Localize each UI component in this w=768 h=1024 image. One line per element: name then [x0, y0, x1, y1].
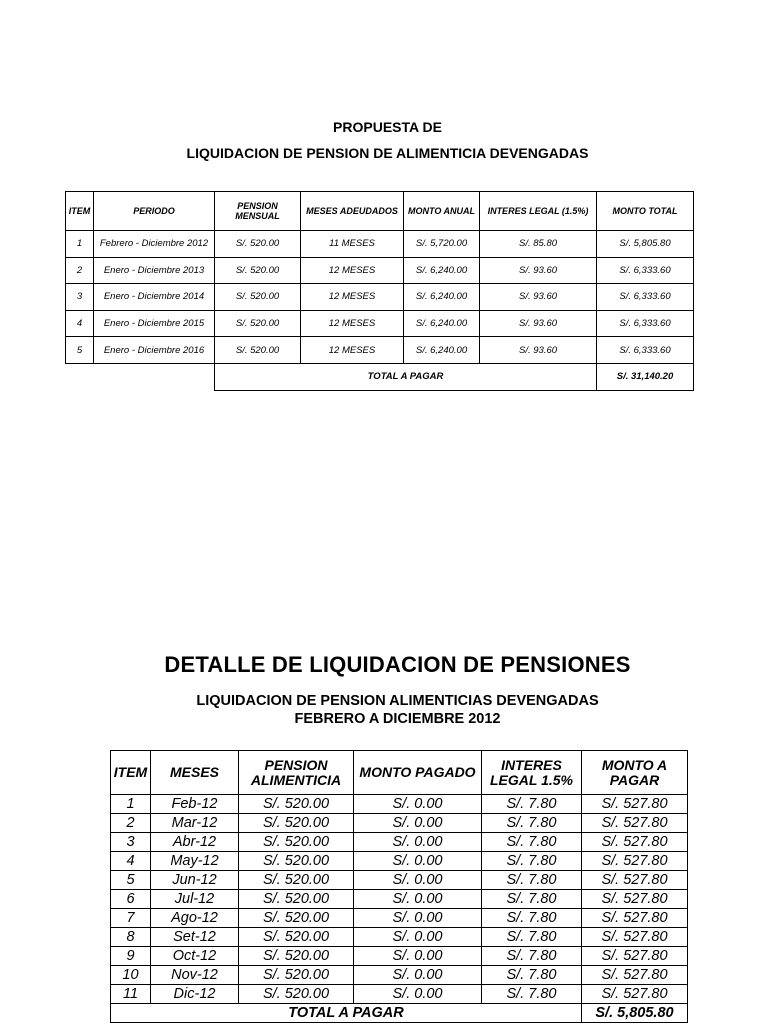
- proposal-header-cell: MONTO ANUAL: [404, 192, 480, 231]
- detail-header-cell: INTERES LEGAL 1.5%: [482, 751, 582, 795]
- detail-cell: 5: [111, 871, 151, 890]
- proposal-cell: S/. 520.00: [215, 310, 301, 337]
- detail-cell: S/. 527.80: [582, 795, 688, 814]
- detail-cell: S/. 520.00: [239, 852, 354, 871]
- proposal-row: [66, 284, 694, 311]
- detail-cell: S/. 520.00: [239, 966, 354, 985]
- proposal-title-line2: LIQUIDACION DE PENSION DE ALIMENTICIA DEVENGADAS: [186, 145, 589, 161]
- detail-cell: S/. 0.00: [354, 814, 482, 833]
- detail-cell: S/. 7.80: [482, 795, 582, 814]
- proposal-cell: 12 MESES: [301, 337, 404, 364]
- detail-cell: S/. 520.00: [239, 985, 354, 1004]
- detail-cell: May-12: [151, 852, 239, 871]
- detail-header-row: [111, 751, 688, 795]
- detail-cell: S/. 520.00: [239, 871, 354, 890]
- proposal-cell: 12 MESES: [301, 284, 404, 311]
- detail-cell: S/. 527.80: [582, 852, 688, 871]
- proposal-cell: S/. 5,720.00: [404, 231, 480, 258]
- detail-cell: Jul-12: [151, 890, 239, 909]
- detail-cell: S/. 0.00: [354, 871, 482, 890]
- detail-row: [111, 852, 688, 871]
- detail-cell: 2: [111, 814, 151, 833]
- detail-cell: Mar-12: [151, 814, 239, 833]
- detail-header-cell: MESES: [151, 751, 239, 795]
- proposal-cell: 1: [66, 231, 94, 258]
- proposal-cell: S/. 520.00: [215, 337, 301, 364]
- detail-cell: S/. 0.00: [354, 852, 482, 871]
- detail-header-cell: MONTO A PAGAR: [582, 751, 688, 795]
- detail-cell: S/. 7.80: [482, 814, 582, 833]
- detail-heading: DETALLE DE LIQUIDACION DE PENSIONES: [164, 652, 631, 677]
- detail-cell: S/. 0.00: [354, 795, 482, 814]
- proposal-header-cell: MESES ADEUDADOS: [301, 192, 404, 231]
- proposal-table: [65, 191, 694, 391]
- detail-cell: 10: [111, 966, 151, 985]
- detail-cell: S/. 7.80: [482, 852, 582, 871]
- detail-cell: 7: [111, 909, 151, 928]
- detail-cell: S/. 0.00: [354, 890, 482, 909]
- detail-cell: S/. 0.00: [354, 947, 482, 966]
- detail-cell: S/. 520.00: [239, 890, 354, 909]
- proposal-cell: S/. 6,333.60: [597, 284, 694, 311]
- proposal-cell: S/. 6,240.00: [404, 310, 480, 337]
- detail-cell: S/. 0.00: [354, 985, 482, 1004]
- detail-cell: Dic-12: [151, 985, 239, 1004]
- proposal-cell: S/. 6,333.60: [597, 257, 694, 284]
- proposal-row: [66, 257, 694, 284]
- detail-cell: Nov-12: [151, 966, 239, 985]
- detail-row: [111, 985, 688, 1004]
- detail-cell: S/. 7.80: [482, 928, 582, 947]
- proposal-total-amount: S/. 31,140.20: [597, 363, 694, 390]
- proposal-cell: S/. 93.60: [480, 257, 597, 284]
- detail-header-cell: MONTO PAGADO: [354, 751, 482, 795]
- proposal-cell: S/. 93.60: [480, 310, 597, 337]
- proposal-row: [66, 337, 694, 364]
- proposal-cell: S/. 6,333.60: [597, 337, 694, 364]
- detail-cell: S/. 527.80: [582, 985, 688, 1004]
- detail-cell: S/. 520.00: [239, 947, 354, 966]
- detail-cell: S/. 520.00: [239, 814, 354, 833]
- detail-cell: S/. 7.80: [482, 871, 582, 890]
- proposal-row: [66, 310, 694, 337]
- detail-cell: Jun-12: [151, 871, 239, 890]
- detail-row: [111, 871, 688, 890]
- proposal-cell: 12 MESES: [301, 257, 404, 284]
- detail-cell: 9: [111, 947, 151, 966]
- detail-cell: S/. 527.80: [582, 966, 688, 985]
- detail-row: [111, 890, 688, 909]
- proposal-total-label: TOTAL A PAGAR: [215, 363, 597, 390]
- proposal-header-cell: ITEM: [66, 192, 94, 231]
- detail-cell: S/. 527.80: [582, 947, 688, 966]
- detail-cell: 11: [111, 985, 151, 1004]
- detail-cell: S/. 7.80: [482, 909, 582, 928]
- proposal-cell: 12 MESES: [301, 310, 404, 337]
- detail-cell: S/. 520.00: [239, 928, 354, 947]
- detail-cell: S/. 527.80: [582, 814, 688, 833]
- detail-cell: S/. 527.80: [582, 928, 688, 947]
- detail-cell: S/. 527.80: [582, 890, 688, 909]
- detail-cell: S/. 527.80: [582, 871, 688, 890]
- detail-cell: S/. 520.00: [239, 833, 354, 852]
- detail-cell: 1: [111, 795, 151, 814]
- proposal-cell: S/. 520.00: [215, 257, 301, 284]
- detail-subtitle-line2: FEBRERO A DICIEMBRE 2012: [294, 711, 501, 727]
- proposal-title-line1: PROPUESTA DE: [333, 119, 442, 135]
- detail-cell: S/. 7.80: [482, 985, 582, 1004]
- detail-cell: S/. 0.00: [354, 909, 482, 928]
- detail-header-cell: ITEM: [111, 751, 151, 795]
- detail-total-amount: S/. 5,805.80: [582, 1004, 688, 1023]
- detail-subtitle-line1: LIQUIDACION DE PENSION ALIMENTICIAS DEVENGADAS: [196, 693, 599, 709]
- detail-cell: S/. 0.00: [354, 966, 482, 985]
- detail-table: [110, 750, 688, 1023]
- proposal-cell: S/. 93.60: [480, 337, 597, 364]
- detail-row: [111, 928, 688, 947]
- proposal-header-cell: INTERES LEGAL (1.5%): [480, 192, 597, 231]
- proposal-cell: 3: [66, 284, 94, 311]
- detail-cell: Oct-12: [151, 947, 239, 966]
- proposal-cell: Enero - Diciembre 2016: [94, 337, 215, 364]
- proposal-header-cell: PERIODO: [94, 192, 215, 231]
- detail-cell: S/. 7.80: [482, 966, 582, 985]
- detail-total-label: TOTAL A PAGAR: [111, 1004, 582, 1023]
- proposal-cell: 11 MESES: [301, 231, 404, 258]
- proposal-total-row: [66, 363, 694, 390]
- proposal-header-row: [66, 192, 694, 231]
- detail-row: [111, 795, 688, 814]
- detail-row: [111, 966, 688, 985]
- detail-cell: S/. 527.80: [582, 833, 688, 852]
- detail-total-row: [111, 1004, 688, 1023]
- detail-cell: S/. 527.80: [582, 909, 688, 928]
- detail-cell: 6: [111, 890, 151, 909]
- proposal-cell: 2: [66, 257, 94, 284]
- detail-cell: S/. 0.00: [354, 833, 482, 852]
- proposal-cell: S/. 520.00: [215, 284, 301, 311]
- proposal-header-cell: MONTO TOTAL: [597, 192, 694, 231]
- proposal-header-cell: PENSION MENSUAL: [215, 192, 301, 231]
- proposal-cell: S/. 6,333.60: [597, 310, 694, 337]
- detail-cell: Abr-12: [151, 833, 239, 852]
- detail-cell: 8: [111, 928, 151, 947]
- detail-cell: Set-12: [151, 928, 239, 947]
- proposal-cell: Enero - Diciembre 2015: [94, 310, 215, 337]
- detail-cell: S/. 0.00: [354, 928, 482, 947]
- proposal-cell: S/. 6,240.00: [404, 257, 480, 284]
- detail-cell: Ago-12: [151, 909, 239, 928]
- detail-row: [111, 947, 688, 966]
- detail-header-cell: PENSION ALIMENTICIA: [239, 751, 354, 795]
- proposal-cell: S/. 93.60: [480, 284, 597, 311]
- proposal-cell: Febrero - Diciembre 2012: [94, 231, 215, 258]
- detail-cell: 4: [111, 852, 151, 871]
- proposal-cell: S/. 6,240.00: [404, 284, 480, 311]
- proposal-cell: Enero - Diciembre 2014: [94, 284, 215, 311]
- detail-cell: 3: [111, 833, 151, 852]
- detail-cell: S/. 7.80: [482, 890, 582, 909]
- proposal-cell: S/. 5,805.80: [597, 231, 694, 258]
- detail-row: [111, 909, 688, 928]
- proposal-cell: S/. 520.00: [215, 231, 301, 258]
- detail-cell: S/. 7.80: [482, 947, 582, 966]
- proposal-cell: S/. 85.80: [480, 231, 597, 258]
- detail-cell: Feb-12: [151, 795, 239, 814]
- detail-row: [111, 833, 688, 852]
- proposal-row: [66, 231, 694, 258]
- proposal-cell: 4: [66, 310, 94, 337]
- proposal-cell: Enero - Diciembre 2013: [94, 257, 215, 284]
- proposal-cell: S/. 6,240.00: [404, 337, 480, 364]
- detail-cell: S/. 7.80: [482, 833, 582, 852]
- proposal-cell: 5: [66, 337, 94, 364]
- detail-row: [111, 814, 688, 833]
- detail-cell: S/. 520.00: [239, 909, 354, 928]
- detail-cell: S/. 520.00: [239, 795, 354, 814]
- proposal-blank-cell: [66, 363, 215, 390]
